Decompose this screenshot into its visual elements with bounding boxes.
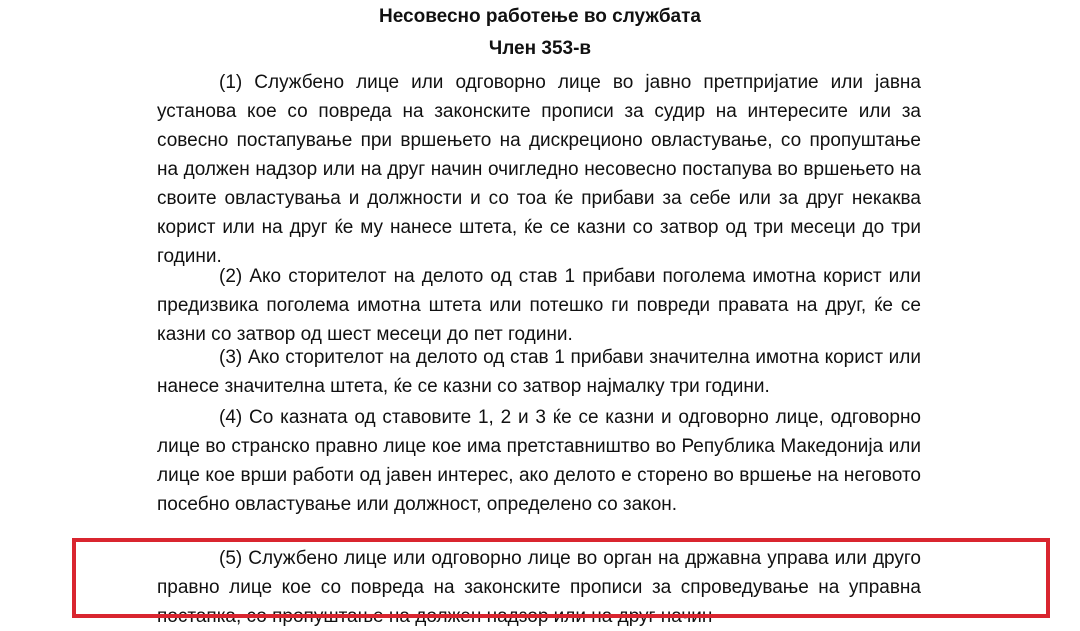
document-heading: Несовесно работење во службата [378, 6, 701, 27]
paragraph-2: (2) Ако сторителот на делото од став 1 прибави поголема имотна корист или предизвика поголема имотна штета или потешко ги повреди правата на друг, ќе се казни со затвор од шест месеци до пет години. [157, 266, 921, 345]
paragraph-4: (4) Со казната од ставовите 1, 2 и 3 ќе се казни и одговорно лице, одговорно лице во странско правно лице кое има претставништво во Република Македонија или лице кое врши работи од јавен интерес, ако делото е сторено во вршење на неговото посебно овластување или должност, определено со закон. [157, 407, 921, 515]
paragraph-3: (3) Ако сторителот на делото од став 1 прибави значителна имотна корист или нанесе значителна штета, ќе се казни со затвор најмалку три години. [157, 347, 921, 397]
paragraph-5: (5) Службено лице или одговорно лице во орган на државна управа или друго правно лице кое со повреда на законските прописи за спроведување на управна постапка, со пропуштање на должен надзор или на друг начин [157, 548, 921, 627]
article-number: Член 353-в [488, 38, 592, 59]
paragraph-1: (1) Службено лице или одговорно лице во јавно претпријатие или јавна установа кое со повреда на законските прописи за судир на интересите или за совесно постапување при вршењето на дискреционо овластување, со пропуштање на должен надзор или на друг начин очигледно несовесно постапува во вршењето на своите овластувања и должности и со тоа ќе прибави за себе или за друг некаква корист или на друг ќе му нанесе штета, ќе се казни со затвор од три месеци до три години. [157, 72, 921, 267]
highlight-box [72, 538, 1050, 618]
